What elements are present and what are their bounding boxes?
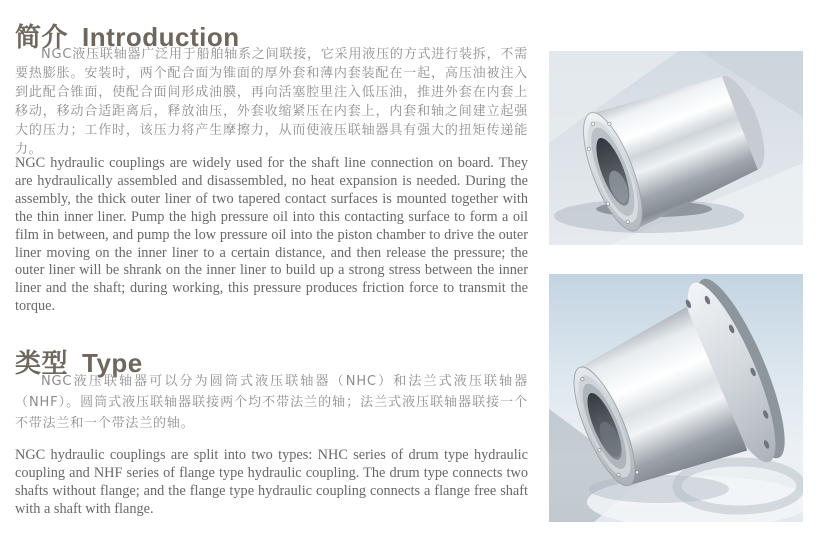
type-paragraph-chinese: NGC液压联轴器可以分为圆筒式液压联轴器（NHC）和法兰式液压联轴器（NHF）。圆筒式液压联轴器联接两个均不带法兰的轴；法兰式液压联轴器联接一个不带法兰和一个带法兰的轴。 bbox=[15, 374, 528, 431]
flange-type-coupling-image bbox=[549, 274, 803, 522]
type-paragraph-english: NGC hydraulic couplings are split into two types: NHC series of drum type hydraulic coupling and NHF series of flange type hydraulic coupling. The drum type connects two shafts without flange; and the flange type hydraulic coupling connects a flange free shaft with a shaft with flange. bbox=[15, 447, 528, 517]
drum-coupling-render bbox=[549, 51, 803, 245]
heading-en: Introduction bbox=[82, 22, 240, 53]
heading-en: Type bbox=[82, 348, 143, 379]
flange-coupling-render bbox=[549, 274, 803, 522]
heading-zh: 简介 bbox=[15, 22, 69, 53]
heading-zh: 类型 bbox=[15, 348, 69, 379]
introduction-paragraph-english: NGC hydraulic couplings are widely used for the shaft line connection on board. They are hydraulically assembled and disassembled, no heat expansion is needed. During the assembly, the thick outer liner of two tapered contact surfaces is mounted together with the thin inner liner. Pump the high pressure oil into this contacting surface to form a oil film in between, and pump the low pressure oil into the piston chamber to drive the outer liner moving on the inner liner to a certain distance, and then release the pressure; the outer liner will be shrank on the inner liner to build up a strong stress between the inner liner and the shaft; during working, this pressure produces friction force to transmit the torque. bbox=[15, 155, 528, 315]
drum-type-coupling-image bbox=[549, 51, 803, 245]
introduction-paragraph-chinese: NGC液压联轴器广泛用于船舶轴系之间联接，它采用液压的方式进行装拆，不需要热膨胀。安装时，两个配合面为锥面的厚外套和薄内套装配在一起，高压油被注入到此配合锥面，使配合面间形成油膜，再向活塞腔里注入低压油，推进外套在内套上移动，移动合适距离后，释放油压，外套收缩紧压在内套上，内套和轴之间建立起强大的压力；工作时，该压力将产生摩擦力，从而使液压联轴器具有强大的扭矩传递能力。 bbox=[15, 47, 528, 157]
